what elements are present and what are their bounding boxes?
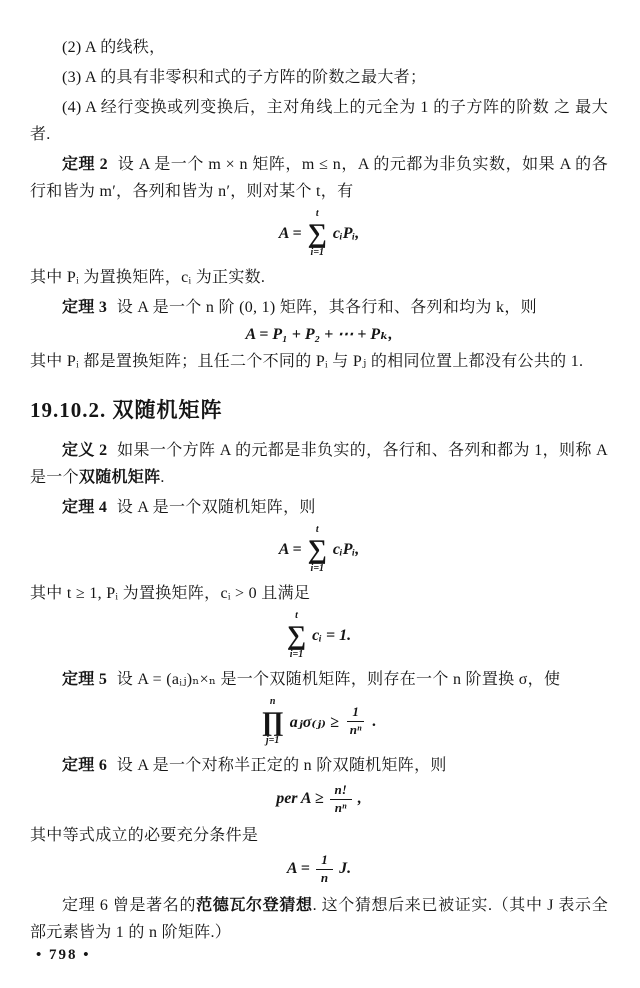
theorem-5-text: 设 A = (aᵢⱼ)ₙ×ₙ 是一个双随机矩阵，则存在一个 n 阶置换 σ，使	[116, 671, 561, 688]
theorem-6-text: 设 A 是一个对称半正定的 n 阶双随机矩阵，则	[116, 757, 447, 774]
sum-lower-limit: i=1	[310, 247, 325, 258]
theorem-2-text: 设 A 是一个 m × n 矩阵，m ≤ n，A 的元都为非负实数，如果 A 的各行和皆为 m′，各列和皆为 n′，则对某个 t，有	[30, 156, 609, 200]
theorem-4-remark: 其中 t ≥ 1, Pᵢ 为置换矩阵，cᵢ > 0 且满足	[30, 585, 311, 602]
formula-rhs: cᵢPᵢ,	[332, 224, 360, 242]
fraction-nfact-over-n-power-n	[330, 783, 352, 816]
theorem-2-remark: 其中 Pᵢ 为置换矩阵，cᵢ 为正实数.	[30, 269, 266, 286]
closing-text-pre: 定理 6 曾是著名的	[62, 896, 197, 914]
product-symbol	[262, 697, 284, 746]
formula-rhs: cᵢ = 1.	[312, 626, 352, 644]
list-item-4: (4) A 经行变换或列变换后，主对角线上的元全为 1 的子方阵的阶数 之 最大者.	[30, 99, 608, 143]
van-der-waerden-term: 范德瓦尔登猜想	[196, 896, 313, 914]
theorem-5-paragraph	[30, 666, 608, 693]
prod-lower-limit: j=1	[265, 735, 280, 746]
page-number: • 798 •	[36, 947, 91, 963]
formula-lhs: A =	[278, 540, 302, 558]
formula-tail: .	[372, 712, 377, 730]
theorem-2-label: 定理 2	[62, 156, 108, 173]
sum-upper-limit: t	[295, 610, 298, 621]
formula-lhs: per A ≥	[276, 790, 324, 808]
theorem-4-paragraph	[30, 494, 608, 521]
fraction-denominator: nⁿ	[334, 799, 347, 815]
theorem-6-paragraph	[30, 752, 608, 779]
fraction-denominator: n	[320, 869, 329, 885]
sigma-operator: ∑	[307, 218, 327, 248]
prod-upper-limit: n	[269, 696, 276, 707]
theorem-3-text: 设 A 是一个 n 阶 (0, 1) 矩阵，其各行和、各列和均为 k，则	[116, 299, 537, 316]
theorem-4-text: 设 A 是一个双随机矩阵，则	[116, 499, 316, 516]
closing-text-post: . 这个猜想后来已被证实.（其中 J 表示全部元素皆为 1 的 n 阶矩阵.）	[30, 896, 608, 941]
definition-2-text-post: .	[160, 469, 165, 486]
formula-tail: J.	[339, 860, 352, 878]
formula-product-inequality	[30, 697, 608, 746]
formula-sum-ciPi-theorem4	[30, 525, 608, 574]
summation-symbol	[308, 525, 327, 574]
formula-sum-ci-equals-1	[30, 611, 608, 660]
definition-2-term: 双随机矩阵	[78, 469, 161, 486]
sum-lower-limit: i=1	[310, 563, 325, 574]
summation-symbol	[308, 209, 327, 258]
formula-lhs: A =	[278, 224, 302, 242]
definition-2-paragraph	[30, 437, 608, 491]
fraction-numerator: 1	[347, 705, 364, 722]
sigma-operator: ∑	[307, 534, 327, 564]
sum-upper-limit: t	[315, 208, 319, 219]
theorem-5-label: 定理 5	[62, 671, 108, 688]
sigma-operator: ∑	[286, 620, 307, 650]
formula-sum-ciPi-theorem2	[30, 209, 608, 258]
fraction-denominator: nⁿ	[349, 722, 362, 737]
theorem-6-label: 定理 6	[62, 757, 108, 774]
sum-lower-limit: i=1	[289, 649, 304, 660]
list-item-2: (2) A 的线秩，	[62, 39, 166, 56]
equality-condition-text: 其中等式成立的必要充分条件是	[30, 826, 259, 844]
fraction-one-over-n	[316, 853, 333, 886]
theorem-4-label: 定理 4	[62, 499, 108, 516]
definition-2-label: 定义 2	[62, 442, 108, 459]
theorem-2-paragraph	[30, 151, 608, 205]
fraction-numerator: n!	[330, 783, 352, 800]
formula-middle: aⱼσ₍ⱼ₎ ≥	[289, 713, 339, 731]
formula-permutation-sum	[30, 324, 608, 344]
section-heading: 19.10.2. 双随机矩阵	[30, 398, 223, 422]
theorem-3-label: 定理 3	[62, 299, 108, 316]
sum-upper-limit: t	[315, 524, 319, 535]
definition-2-text-pre: 如果一个方阵 A 的元都是非负实的，各行和、各列和都为 1，则称 A 是一个	[30, 442, 608, 486]
formula-body: A = P₁ + P₂ + ⋯ + Pₖ,	[245, 326, 393, 343]
formula-tail: ,	[357, 790, 362, 808]
theorem-3-remark: 其中 Pᵢ 都是置换矩阵；且任二个不同的 Pᵢ 与 Pⱼ 的相同位置上都没有公共的 1.	[30, 353, 584, 370]
pi-operator: ∏	[261, 706, 284, 736]
formula-rhs: cᵢPᵢ,	[332, 540, 360, 558]
closing-paragraph	[30, 892, 608, 946]
list-item-3: (3) A 的具有非零积和式的子方阵的阶数之最大者；	[62, 69, 427, 86]
fraction-one-over-n-power-n	[345, 705, 367, 738]
formula-lhs: A =	[286, 860, 310, 878]
summation-symbol	[287, 611, 306, 660]
theorem-3-paragraph	[30, 294, 608, 321]
formula-permanent-inequality	[30, 783, 608, 816]
formula-A-equals-J-over-n	[30, 853, 608, 886]
fraction-numerator: 1	[316, 853, 333, 870]
